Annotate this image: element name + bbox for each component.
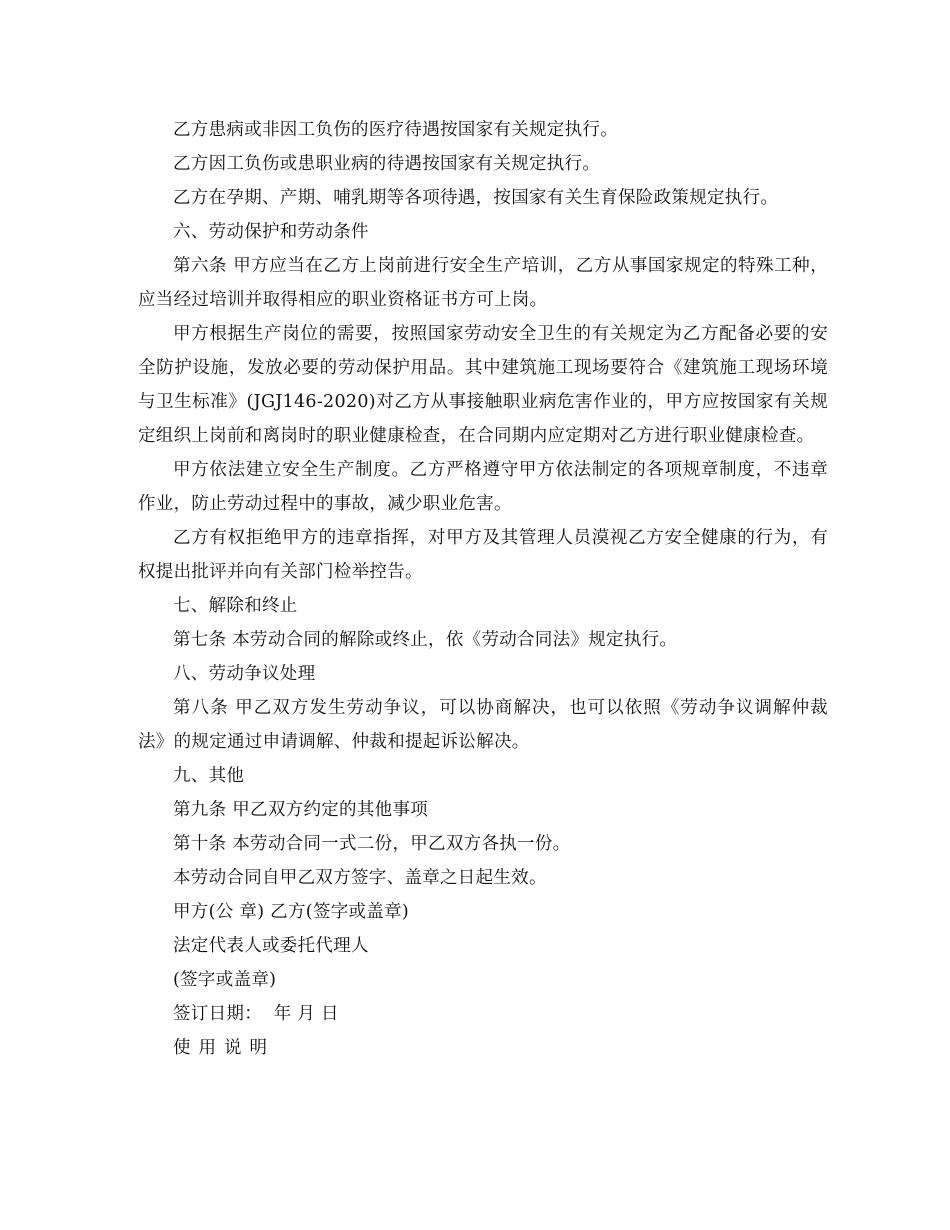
paragraph-article-7: 第七条 本劳动合同的解除或终止，依《劳动合同法》规定执行。 — [173, 630, 678, 650]
section-heading-termination: 七、解除和终止 — [173, 596, 298, 616]
paragraph-safety-equipment: 甲方根据生产岗位的需要，按照国家劳动安全卫生的有关规定为乙方配备必要的安全防护设施，发放必要的劳动保护用品。其中建筑施工现场要符合《建筑施工现场环境与卫生标准》(JGJ146-2020)对乙方从事接触职业病危害作业的，甲方应按国家有关规定组织上岗前和离岗时的职业健康检查，在合同期内应定期对乙方进行职业健康检查。 — [138, 324, 828, 446]
paragraph-maternity: 乙方在孕期、产期、哺乳期等各项待遇，按国家有关生育保险政策规定执行。 — [173, 188, 779, 208]
paragraph-work-injury: 乙方因工负伤或患职业病的待遇按国家有关规定执行。 — [173, 154, 601, 174]
paragraph-effective: 本劳动合同自甲乙双方签字、盖章之日起生效。 — [173, 868, 547, 888]
paragraph-safety-system: 甲方依法建立安全生产制度。乙方严格遵守甲方依法制定的各项规章制度，不违章作业，防止劳动过程中的事故，减少职业危害。 — [138, 460, 828, 514]
document-page — [138, 113, 828, 1065]
paragraph-article-10: 第十条 本劳动合同一式二份，甲乙双方各执一份。 — [173, 834, 571, 854]
section-heading-other: 九、其他 — [173, 766, 245, 786]
section-heading-labor-protection: 六、劳动保护和劳动条件 — [173, 222, 369, 242]
paragraph-article-8: 第八条 甲乙双方发生劳动争议，可以协商解决，也可以依照《劳动争议调解仲裁法》的规定通过申请调解、仲裁和提起诉讼解决。 — [138, 698, 828, 752]
paragraph-medical-treatment: 乙方患病或非因工负伤的医疗待遇按国家有关规定执行。 — [173, 120, 618, 140]
paragraph-right-to-refuse: 乙方有权拒绝甲方的违章指挥，对甲方及其管理人员漠视乙方安全健康的行为，有权提出批评并向有关部门检举控告。 — [138, 528, 828, 582]
paragraph-article-9: 第九条 甲乙双方约定的其他事项 — [173, 800, 429, 820]
signing-date: 签订日期： 年 月 日 — [173, 1004, 339, 1024]
signature-note: (签字或盖章) — [173, 970, 277, 990]
section-heading-disputes: 八、劳动争议处理 — [173, 664, 316, 684]
signature-representative: 法定代表人或委托代理人 — [173, 936, 369, 956]
paragraph-article-6: 第六条 甲方应当在乙方上岗前进行安全生产培训，乙方从事国家规定的特殊工种，应当经过培训并取得相应的职业资格证书方可上岗。 — [138, 256, 828, 310]
signature-parties: 甲方(公 章) 乙方(签字或盖章) — [173, 902, 410, 922]
usage-instructions-title: 使用说明 — [173, 1038, 275, 1058]
